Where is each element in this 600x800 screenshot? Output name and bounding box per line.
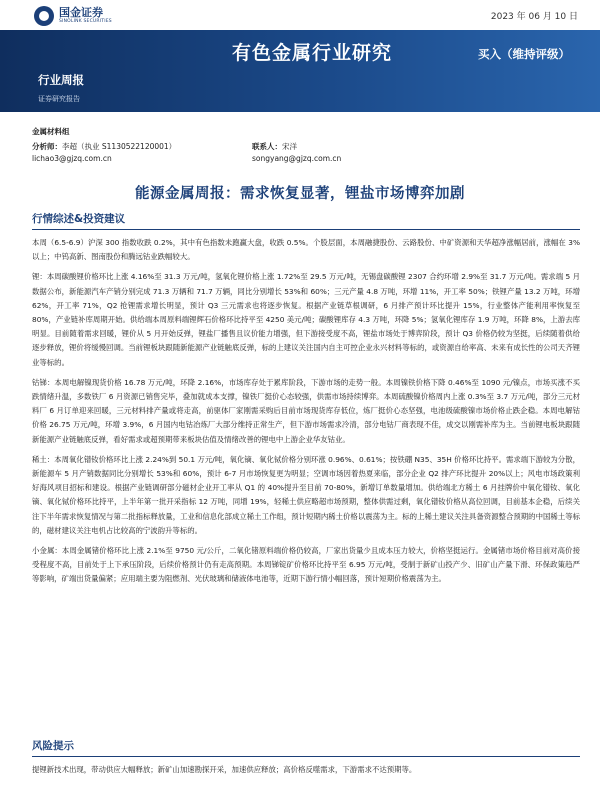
section-heading: 行情综述&投资建议 xyxy=(32,211,580,230)
analyst-label: 分析师： xyxy=(32,142,62,151)
contact-email[interactable]: songyang@gjzq.com.cn xyxy=(252,154,342,163)
industry-title: 有色金属行业研究 xyxy=(232,42,393,64)
analyst-value: 李超（执业 S1130522120001） xyxy=(62,142,177,151)
contact-value: 宋洋 xyxy=(282,142,297,151)
paragraph-risks: 提锂新技术出现，带动供应大幅释放；新矿山加速勘探开采，加速供应释放；高价格反噬需求，下游需求不达预期等。 xyxy=(32,765,417,774)
logo-name: 国金证券 xyxy=(59,6,103,20)
company-logo xyxy=(34,6,112,26)
logo-icon xyxy=(34,6,54,26)
contact-label: 联系人： xyxy=(252,142,282,151)
report-main-title: 能源金属周报：需求恢复显著，锂盐市场博弈加剧 xyxy=(135,186,465,202)
team-name: 金属材料组 xyxy=(32,127,70,136)
paragraph-market: 本周（6.5-6.9）沪深 300 指数收跌 0.2%，其中有色指数未跑赢大盘，收跌 0.5%。个股层面，本周融捷股份、云路股份、中矿资源和天华超净涨幅居前，涨幅在 3%以上；中钨高新、图南股份和腾远钴业跌幅较大。 xyxy=(32,238,580,262)
paragraph-lithium: 锂：本周碳酸锂价格环比上涨 4.16%至 31.3 万元/吨，氢氧化锂价格上涨 1.72%至 29.5 万元/吨，无锡盘碳酸锂 2307 合约环增 2.9%至 31.7 万元/吨。需求端 5 月数据公布，新能源汽车产销分别完成 71.3 万辆和 71.7 万辆，同比分别增长 53%和 60%；三元产量 4.8 万吨，环增 11%，开工率 50%；铁锂产量 13.2 万吨，环增 62%，开工率 71%，Q2 抢锂需求增长明显，预计 Q3 三元需求也将逐步恢复。根据产业链草根调研，6 月排产预计环比提升 15%，行业整体产能利用率恢复至 80%，产业链补库周期开始。供给端本周原料端锂辉石价格环比持平至 4250 美元/吨；碳酸锂库存 4.3 万吨，环降 5%；氢氧化锂库存 1.9 万吨，环降 8%，上游去库明显。目前随着需求回暖，锂价从 5 月开始反弹，锂盐厂播售且议价能力增强，但下游接受度不高，锂盐市场处于博弈阶段，预计 Q3 价格仍较为坚挺，后续随着供给逐步释放，锂价将缓慢回调。当前锂板块跟随新能源产业链触底反弹，标的上建议关注国内自主可控企业永兴材料等标的，或资源自给率高、未来有成长性的公司天齐锂业等标的。 xyxy=(32,272,580,367)
contact-line xyxy=(252,141,297,152)
report-date: 2023 年 06 月 10 日 xyxy=(490,12,578,22)
analyst-email[interactable]: lichao3@gjzq.com.cn xyxy=(32,154,112,163)
market-review-section xyxy=(32,211,580,587)
section-heading: 风险提示 xyxy=(32,738,580,757)
paragraph-rare-earth: 稀土：本周氧化镨钕价格环比上涨 2.24%到 50.1 万元/吨，氧化镝、氧化铽价格分别环涨 0.96%、0.61%；按铁硼 N35、35H 价格环比持平。需求端下游较为分散，新能源车 5 月产销数据同比分别增长 53%和 60%，预计 6-7 月市场恢复更为明显；空调市场因着热夏来临，部分企业 Q2 排产环比提升 20%以上；风电市场政策利好海风项目招标和建设。根据产业链调研部分磁材企业开工率从 Q1 的 40%提升至目前 70-80%，新增订单数量增加。供给端北方稀土 6 月挂牌价中氧化镨钕、氧化镝、氧化铽价格环比持平，上半年第一批开采指标 12 万吨，同增 19%，轻稀土供应略超市场预期，整体供需过剩，氧化镨钕价格从高位回调，目前基本企稳，后续关注下半年需求恢复情况与第二批指标释放量，工业和信息化部成立稀土工作组，预计短期内稀土价格以震荡为主。标的上稀土建议关注具备资源整合预期的中国稀土等标的，磁材建议关注电机占比较高的宁波韵升等标的。 xyxy=(32,454,580,535)
report-header xyxy=(0,0,600,112)
logo-name-en: SINOLINK SECURITIES xyxy=(59,19,112,25)
risk-section xyxy=(32,738,580,777)
paragraph-cobalt-nickel: 钴锑：本周电解镍现货价格 16.78 万元/吨，环降 2.16%，市场库存处于累库阶段，下游市场的走势一般。本周镍铁价格下降 0.46%至 1090 元/镍点，市场买涨不买跌情绪升温，多数铁厂 6 月资源已销售完毕，叠加就成本支撑，镍铁厂挺价心态较强，供需市场持续博弈。本周硫酸镍价格周内上涨 0.3%至 3.7 万元/吨，部分三元材料厂 6 月订单迎来回暖，三元材料排产量或将走高，前驱体厂家刚需采购后目前市场现货库存低位，炼厂挺价心态坚强，电池级硫酸镍市场价格止跌企稳。本周电解钴价格 26.75 万元/吨，环增 3.9%，6 月国内电钴冶炼厂大部分维持正常生产，但下游市场需求冷清，部分电钴厂商表现不佳，成交以刚需补库为主。当前锂电板块跟随新能源产业链触底反弹，看好需求或超预期带来板块估值及情绪改善的锂电中上游企业华友钴业。 xyxy=(32,377,580,444)
analyst-block xyxy=(32,126,592,163)
report-type: 行业周报 xyxy=(38,73,84,87)
analyst-line xyxy=(32,141,176,152)
paragraph-minor-metals: 小金属：本周金属锗价格环比上涨 2.1%至 9750 元/公斤，二氧化锗原料端价格仍较高，厂家出货量少且成本压力较大，价格坚挺运行。金属锗市场价格目前对高价接受程度不高，目前处于上下承压阶段，后续价格预计仍有走高预期。本周锑锭矿价格环比持平至 6.95 万元/吨，受制于新矿山投产少、旧矿山产量下滑、环保政策趋严等影响，矿端出货量偏紧；应用端主要为阻燃剂、光伏玻璃和储液体电池等，近期下游行情小幅回落，预计短期价格震荡为主。 xyxy=(32,546,580,584)
investment-rating: 买入（维持评级） xyxy=(478,47,570,61)
report-subtype: 证券研究报告 xyxy=(38,95,80,103)
